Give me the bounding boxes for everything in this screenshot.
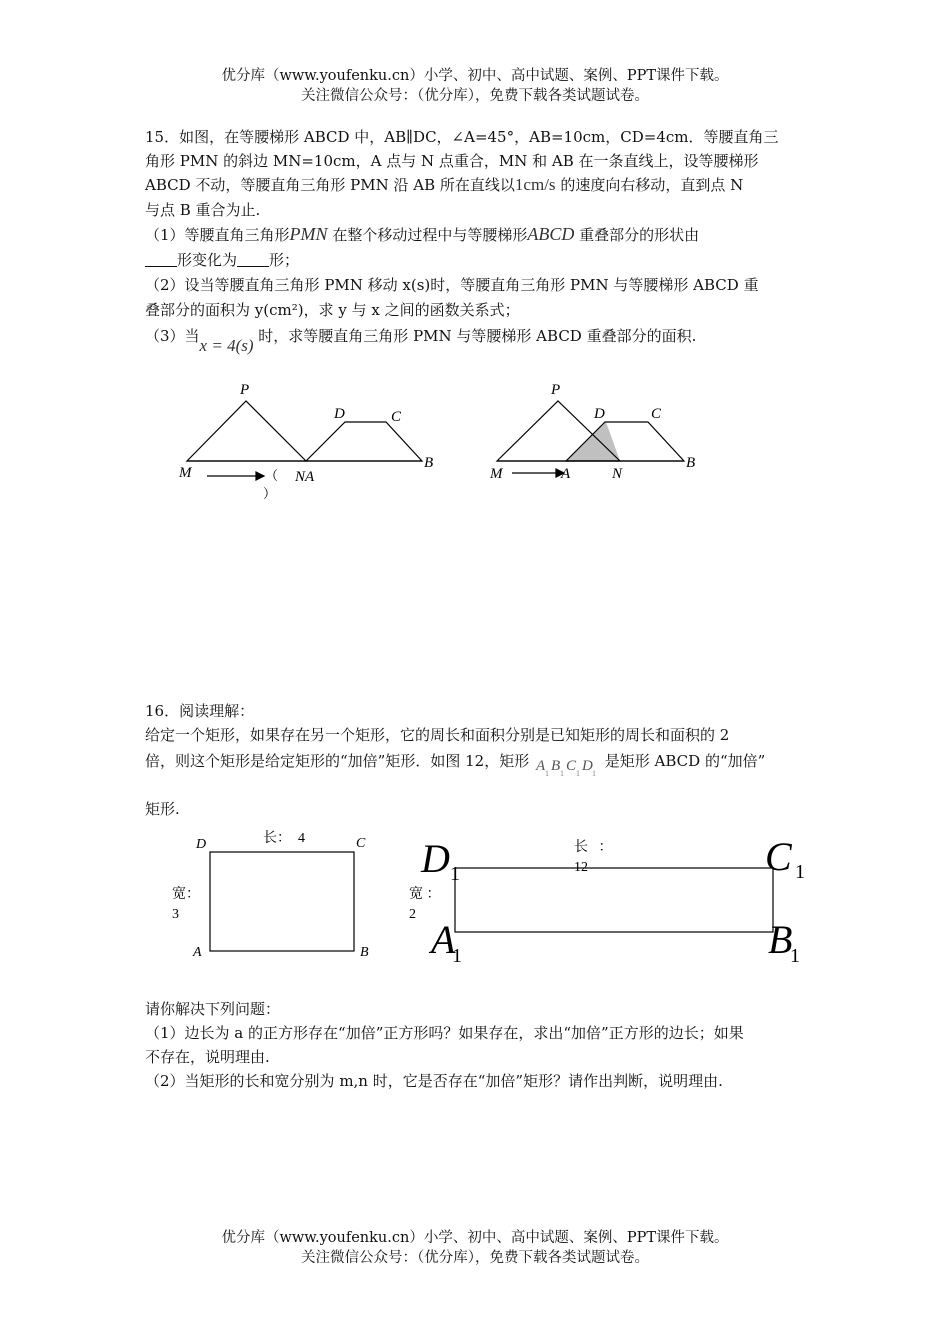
rect-a1b1c1d1 [455, 868, 773, 932]
svg-text:1: 1 [591, 769, 596, 778]
label-b-left: B [424, 455, 434, 471]
x-equals-4: x = 4(s) [199, 336, 254, 355]
q15-part1b: 在整个移动过程中与等腰梯形 [332, 226, 528, 244]
small-length-label: 长： 4 [263, 831, 305, 846]
svg-text:C: C [565, 758, 576, 774]
label-d-left: D [334, 406, 345, 422]
label-a-small: A [193, 945, 202, 960]
q16-ask: 请你解决下列问题： [145, 1000, 281, 1018]
q15-part-2b: 叠部分的面积为 y(cm²)，求 y 与 x 之间的函数关系式； [145, 301, 520, 319]
blank-2[interactable] [237, 252, 269, 267]
q15-line-3a: ABCD 不动，等腰直角三角形 PMN 沿 AB 所在直线以 [145, 176, 515, 194]
svg-text:1: 1 [575, 769, 580, 778]
label-d-right: D [594, 406, 605, 422]
label-b1: B [768, 917, 793, 962]
speed-expr: 1cm/s [514, 175, 556, 194]
q16-line-3: 矩形. [145, 800, 180, 818]
q15-line-3b: 的速度向右移动，直到点 N [560, 176, 744, 194]
header-line-1: 优分库（www.youfenku.cn）小学、初中、高中试题、案例、PPT课件下载。 [221, 68, 729, 84]
paren-close: ） [263, 486, 277, 501]
triangle-pmn-left [187, 401, 306, 461]
label-n-right: N [612, 466, 623, 482]
svg-text:D: D [581, 758, 593, 774]
q15-line-4: 与点 B 重合为止. [145, 201, 261, 219]
a1b1c1d1-math [534, 750, 600, 780]
q15-part-1 [145, 222, 807, 247]
abcd-math: ABCD [527, 224, 575, 244]
label-m-right: M [490, 466, 503, 482]
label-d-small: D [196, 837, 207, 852]
q16-line-2 [145, 749, 807, 780]
q16-part-1b: 不存在，说明理由. [145, 1048, 270, 1066]
q16-part-2: （2）当矩形的长和宽分别为 m,n 时，它是否存在“加倍”矩形？请作出判断，说明理由. [145, 1072, 723, 1090]
q15-part-3 [145, 324, 807, 355]
label-d1: D [421, 836, 450, 881]
big-length-label: 长 ： [574, 840, 613, 855]
q15-line-1: 15．如图，在等腰梯形 ABCD 中，AB∥DC，∠A=45°，AB=10cm，CD=4cm．等腰直角三 [145, 128, 779, 146]
trapezoid-abcd-left [306, 422, 422, 461]
small-width-label: 宽： [172, 887, 200, 902]
header-line-2: 关注微信公众号：（优分库），免费下载各类试题试卷。 [301, 88, 649, 104]
svg-text:1: 1 [559, 769, 564, 778]
label-p-left: P [240, 382, 250, 398]
figure-16 [0, 822, 950, 972]
label-b-right: B [686, 455, 696, 471]
big-width-label: 宽 ： [409, 887, 441, 902]
q15-line-2: 角形 PMN 的斜边 MN=10cm，A 点与 N 点重合，MN 和 AB 在一条直线上，设等腰梯形 [145, 152, 759, 170]
rect-abcd [210, 852, 354, 951]
label-c-small: C [356, 836, 366, 851]
sub-a1: 1 [452, 945, 462, 967]
paren-open: （ [265, 468, 279, 483]
q15-part-1-cont [145, 248, 807, 272]
q15-part1a: （1）等腰直角三角形 [145, 226, 290, 244]
q16-part-1a: （1）边长为 a 的正方形存在“加倍”正方形吗？如果存在，求出“加倍”正方形的边长；如果 [145, 1024, 744, 1042]
q15-line-3 [145, 173, 807, 197]
label-m-left: M [179, 465, 192, 481]
q15-part1d: 形变化为 [177, 251, 238, 269]
q15-part1e: 形； [269, 251, 300, 269]
svg-text:A: A [535, 758, 546, 774]
q15-part3b: 时，求等腰直角三角形 PMN 与等腰梯形 ABCD 重叠部分的面积. [258, 327, 697, 345]
q16-line-2b: 是矩形 ABCD 的“加倍” [604, 752, 766, 770]
footer-line-1: 优分库（www.youfenku.cn）小学、初中、高中试题、案例、PPT课件下载。 [221, 1230, 729, 1246]
big-length-value: 12 [574, 860, 588, 875]
svg-text:1: 1 [544, 769, 549, 778]
q15-part-2a: （2）设当等腰直角三角形 PMN 移动 x(s)时，等腰直角三角形 PMN 与等腰梯形 ABCD 重 [145, 276, 759, 294]
footer-line-2: 关注微信公众号：（优分库），免费下载各类试题试卷。 [301, 1250, 649, 1266]
big-width-value: 2 [409, 907, 416, 922]
pmn-math: PMN [289, 224, 328, 244]
sub-c1: 1 [795, 861, 805, 883]
q15-part3a: （3）当 [145, 327, 200, 345]
blank-1[interactable] [145, 252, 177, 267]
label-a1: A [431, 917, 456, 962]
label-a-right: A [561, 466, 571, 482]
page-header [0, 66, 950, 106]
sub-d1: 1 [450, 863, 460, 885]
q15-part1c: 重叠部分的形状由 [579, 226, 700, 244]
label-na-left: NA [295, 469, 315, 485]
arrowhead-left [256, 472, 264, 480]
page-footer [0, 1228, 950, 1268]
label-c1: C [765, 834, 792, 879]
q16-title: 16．阅读理解： [145, 702, 255, 720]
label-p-right: P [551, 382, 561, 398]
label-c-left: C [391, 409, 402, 425]
svg-text:B: B [550, 758, 561, 774]
q16-line-2a: 倍，则这个矩形是给定矩形的“加倍”矩形．如图 12，矩形 [145, 752, 530, 770]
label-b-small: B [360, 945, 369, 960]
small-width-value: 3 [172, 907, 179, 922]
q16-line-1: 给定一个矩形，如果存在另一个矩形，它的周长和面积分别是已知矩形的周长和面积的 2 [145, 726, 730, 744]
label-c-right: C [651, 406, 662, 422]
figure-15 [0, 372, 950, 522]
sub-b1: 1 [790, 945, 800, 967]
